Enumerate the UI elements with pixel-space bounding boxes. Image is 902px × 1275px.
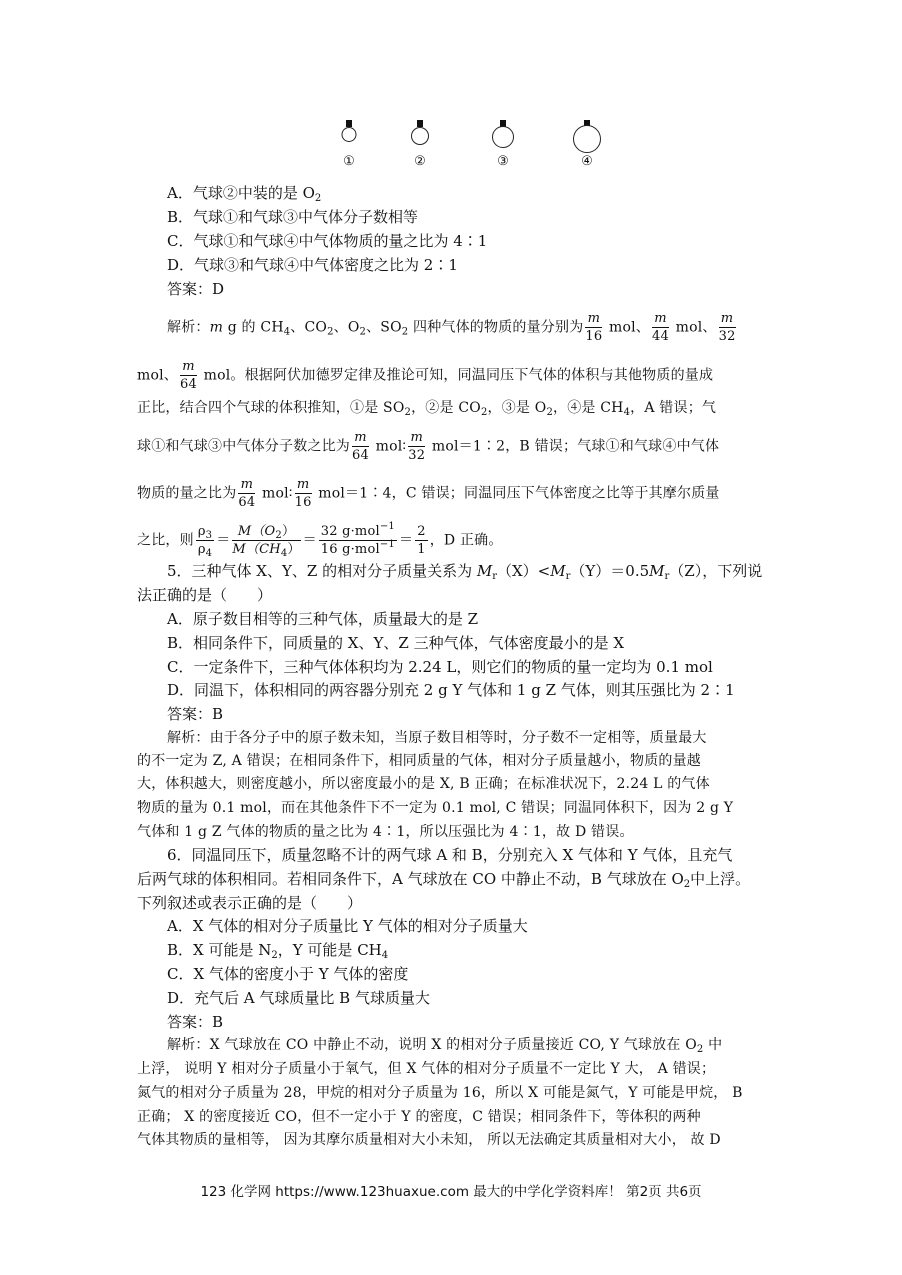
q6-option-b: B．X 可能是 $N_2$，Y 可能是 $CH_4$ [167, 941, 389, 961]
q6-option-d: D．充气后 A 气球质量比 B 气球质量大 [167, 989, 430, 1007]
q4-analysis-line: 解析：m g 的 $CH_4$、$CO_2$、$O_2$、$SO_2$ 四种气体的物质的量分别为 $\frac{m}{16}$ mol、 $\frac{m}{44}$ mol、 $\frac{m}{32}$ [167, 311, 736, 344]
q6-option-a: A．X 气体的相对分子质量比 Y 气体的相对分子质量大 [167, 917, 528, 935]
q5-analysis-line: 物质的量为 0.1 mol，而在其他条件下不一定为 0.1 mol, C 错误；同温同体积下，因为 2 g Y [137, 800, 734, 816]
q6-analysis-line: 正确； X 的密度接近 CO，但不一定小于 Y 的密度，C 错误；相同条件下，等体积的两种 [137, 1109, 701, 1125]
q4-answer: 答案：D [167, 280, 225, 298]
fraction: $\frac{m}{32}$ [408, 430, 426, 463]
fraction: $\frac{m}{64}$ [179, 359, 197, 392]
q6-analysis-line: 气体其物质的量相等， 因为其摩尔质量相对大小未知， 所以无法确定其质量相对大小， 故 D [137, 1132, 721, 1148]
q5-analysis-line: 大，体积越大，则密度越小，所以密度最小的是 X, B 正确；在标准状况下，2.24 L 的气体 [137, 776, 710, 792]
q5-answer: 答案：B [167, 705, 224, 723]
q6-stem: 6．同温同压下，质量忽略不计的两气球 A 和 B，分别充入 X 气体和 Y 气体，且充气 [167, 846, 733, 864]
fraction: $\frac{2}{1}$ [417, 524, 426, 557]
q6-analysis-line: 上浮， 说明 Y 相对分子质量小于氧气，但 X 气体的相对分子质量不一定比 Y 大， A 错误； [137, 1061, 716, 1077]
q5-analysis-line: 气体和 1 g Z 气体的物质的量之比为 4∶1，所以压强比为 4∶1，故 D 错误。 [137, 824, 634, 840]
q5-option-b: B．相同条件下，同质量的 X、Y、Z 三种气体，气体密度最小的是 X [167, 634, 625, 652]
balloon-label: ④ [581, 154, 593, 169]
q6-stem: 后两气球的体积相同。若相同条件下，A 气球放在 CO 中静止不动，B 气球放在 $O_2$中上浮。 [137, 870, 751, 890]
fraction: $\frac{m}{32}$ [718, 311, 736, 344]
q5-stem: 法正确的是（ ） [137, 586, 273, 604]
q4-option-b: B．气球①和气球③中气体分子数相等 [167, 208, 419, 226]
q6-analysis-line: 解析：X 气球放在 CO 中静止不动，说明 X 的相对分子质量接近 CO, Y 气球放在 $O_2$ 中 [167, 1037, 723, 1055]
q6-stem: 下列叙述或表示正确的是（ ） [137, 894, 363, 912]
q4-analysis-line: 之比，则 $\frac{\rho_3}{\rho_4}$ ＝ $\frac{M(O_2)}{M(CH_4)}$ ＝ $\frac{32 g\cdot mol^{-1}}{16 g\cdot mol^{-1}}$ ＝ $\frac{2}{1}$ ，D 正确。 [137, 521, 503, 559]
balloon-label: ② [414, 154, 426, 169]
q5-option-c: C．一定条件下，三种气体体积均为 2.24 L，则它们的物质的量一定均为 0.1 mol [167, 658, 713, 676]
q5-analysis-line: 的不一定为 Z, A 错误；在相同条件下，相同质量的气体，相对分子质量越小，物质的量越 [137, 753, 701, 769]
balloon-figure [0, 120, 902, 172]
q4-analysis-line: 正比，结合四个气球的体积推知，①是 $SO_2$，②是 $CO_2$，③是 $O_2$，④是 $CH_4$，A 错误；气 [137, 400, 717, 418]
q6-answer: 答案：B [167, 1013, 224, 1031]
q6-analysis-line: 氮气的相对分子质量为 28，甲烷的相对分子质量为 16，所以 X 可能是氮气，Y 可能是甲烷， B [137, 1085, 743, 1101]
q4-option-d: D．气球③和气球④中气体密度之比为 2∶1 [167, 256, 458, 274]
fraction: $\frac{m}{64}$ [352, 430, 369, 463]
balloon-label: ① [343, 154, 355, 169]
fraction: $\frac{M(O_2)}{M(CH_4)}$ [232, 524, 301, 559]
q6-option-c: C．X 气体的密度小于 Y 气体的密度 [167, 965, 409, 983]
fraction: $\frac{m}{44}$ [652, 311, 669, 344]
fraction: $\frac{m}{64}$ [238, 477, 256, 510]
q5-option-d: D．同温下，体积相同的两容器分别充 2 g Y 气体和 1 g Z 气体，则其压强比为 2∶1 [167, 681, 735, 699]
balloon-label: ③ [497, 154, 509, 169]
q4-analysis-line: mol、 $\frac{m}{64}$ mol。根据阿伏加德罗定律及推论可知，同温同压下气体的体积与其他物质的量成 [137, 359, 714, 392]
q4-analysis-line: 球①和气球③中气体分子数之比为 $\frac{m}{64}$ mol∶ $\frac{m}{32}$ mol＝1∶2，B 错误；气球①和气球④中气体 [137, 430, 720, 463]
q5-option-a: A．原子数目相等的三种气体，质量最大的是 Z [167, 610, 479, 628]
fraction: $\frac{\rho_3}{\rho_4}$ [197, 524, 213, 559]
fraction: $\frac{m}{16}$ [585, 311, 603, 344]
q4-analysis-line: 物质的量之比为 $\frac{m}{64}$ mol∶ $\frac{m}{16}$ mol＝1∶4，C 错误；同温同压下气体密度之比等于其摩尔质量 [137, 477, 720, 510]
fraction: $\frac{m}{16}$ [294, 477, 312, 510]
q4-option-a: A．气球②中装的是 $O_2$ [167, 184, 322, 204]
fraction: $\frac{32 g\cdot mol^{-1}}{16 g\cdot mol^{-1}}$ [320, 521, 395, 557]
q4-option-c: C．气球①和气球④中气体物质的量之比为 4∶1 [167, 232, 488, 250]
q5-stem: 5．三种气体 X、Y、Z 的相对分子质量关系为 $M_r(X)<M_r(Y)=0.5M_r(Z)$，下列说 [167, 562, 763, 582]
page-footer: 123 化学网 https://www.123huaxue.com 最大的中学化学资料库！ 第2页 共6页 [200, 1184, 702, 1200]
q5-analysis-line: 解析：由于各分子中的原子数未知，当原子数目相等时，分子数不一定相等，质量最大 [167, 730, 707, 746]
